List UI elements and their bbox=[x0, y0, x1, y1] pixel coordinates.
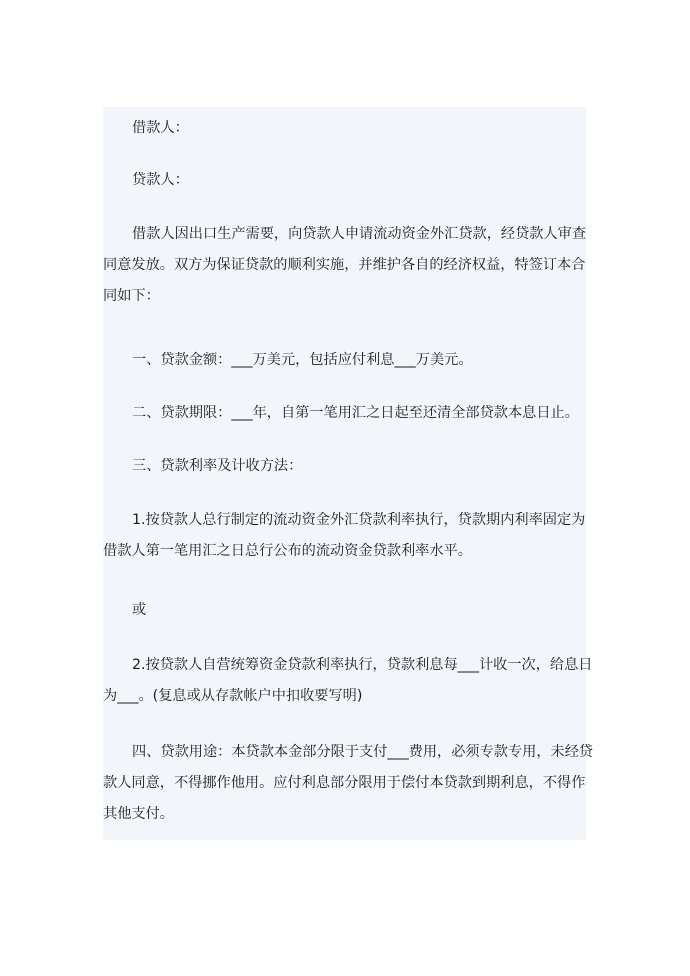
paragraph-line: 款人同意，不得挪作他用。应付利息部分限用于偿付本贷款到期利息，不得作 bbox=[103, 775, 586, 791]
paragraph-line: 三、贷款利率及计收方法： bbox=[132, 458, 303, 474]
paragraph-line: 2.按贷款人自营统筹资金贷款利率执行，贷款利息每___计收一次，给息日 bbox=[132, 657, 593, 673]
paragraph-line: 一、贷款金额：___万美元，包括应付利息___万美元。 bbox=[132, 352, 473, 368]
borrower-paragraph bbox=[103, 113, 586, 144]
interest-option-2 bbox=[103, 650, 593, 712]
paragraph-line: 四、贷款用途：本贷款本金部分限于支付___费用，必须专款专用，未经贷 bbox=[132, 744, 594, 760]
loan-amount-clause bbox=[103, 345, 586, 376]
paragraph-line: 1.按贷款人总行制定的流动资金外汇贷款利率执行，贷款期内利率固定为 bbox=[132, 512, 586, 528]
paragraph-line: 同意发放。双方为保证贷款的顺利实施，并维护各自的经济权益，特签订本合 bbox=[103, 257, 586, 273]
paragraph-line: 其他支付。 bbox=[103, 806, 174, 822]
paragraph-line: 为___。(复息或从存款帐户中扣收要写明) bbox=[103, 688, 363, 704]
paragraph-line: 借款人第一笔用汇之日总行公布的流动资金贷款利率水平。 bbox=[103, 543, 472, 559]
interest-rate-heading bbox=[103, 451, 586, 482]
lender-paragraph bbox=[103, 165, 586, 196]
preamble-paragraph bbox=[103, 219, 586, 312]
paragraph-line: 借款人： bbox=[132, 120, 189, 136]
loan-term-clause bbox=[103, 398, 586, 429]
paragraph-line: 贷款人： bbox=[132, 172, 189, 188]
paragraph-line: 同如下： bbox=[103, 288, 160, 304]
or-separator bbox=[103, 595, 586, 626]
loan-purpose-clause bbox=[103, 737, 594, 830]
document-page bbox=[103, 107, 594, 840]
interest-option-1 bbox=[103, 505, 586, 567]
paragraph-line: 二、贷款期限：___年，自第一笔用汇之日起至还清全部贷款本息日止。 bbox=[132, 405, 579, 421]
paragraph-line: 或 bbox=[132, 602, 147, 618]
paragraph-line: 借款人因出口生产需要，向贷款人申请流动资金外汇贷款，经贷款人审查 bbox=[132, 226, 587, 242]
